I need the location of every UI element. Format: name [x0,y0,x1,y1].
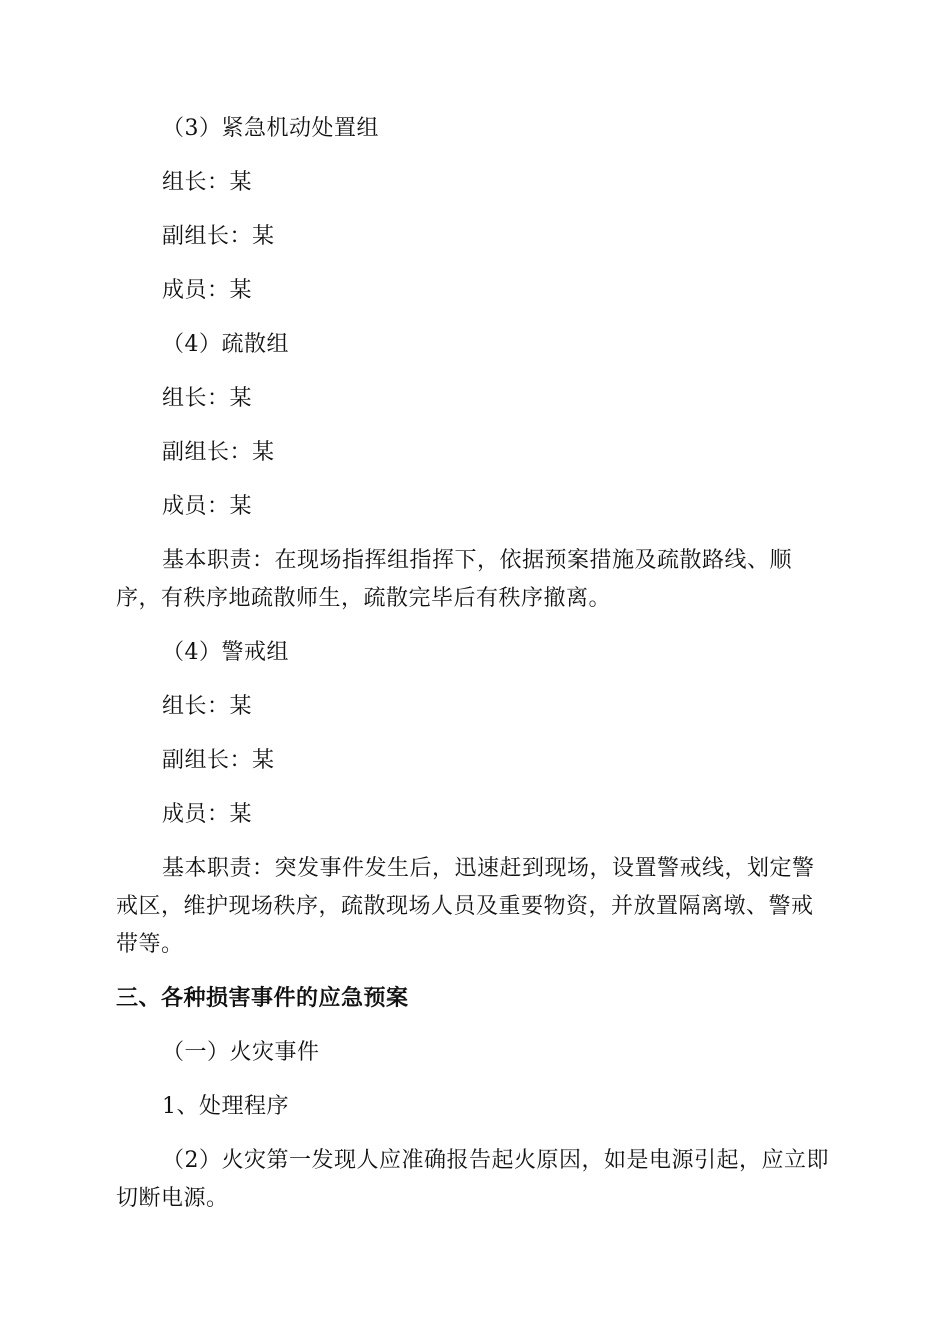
paragraph: 基本职责：突发事件发生后，迅速赶到现场，设置警戒线，划定警戒区，维护现场秩序，疏散现场人员及重要物资，并放置隔离墩、警戒带等。 [116,856,815,957]
section-heading: 三、各种损害事件的应急预案 [116,986,409,1011]
paragraph: 组长：某 [162,694,253,719]
paragraph: 副组长：某 [162,224,275,249]
paragraph: （2）火灾第一发现人应准确报告起火原因，如是电源引起，应立即切断电源。 [116,1148,829,1211]
document-body [116,110,834,1234]
paragraph: 成员：某 [162,802,253,827]
section-subheading: （一）火灾事件 [162,1040,320,1065]
paragraph: 基本职责：在现场指挥组指挥下，依据预案措施及疏散路线、顺序，有秩序地疏散师生，疏散完毕后有秩序撤离。 [116,548,793,611]
paragraph: 成员：某 [162,494,253,519]
section-subheading: （4）警戒组 [162,640,289,665]
paragraph: 副组长：某 [162,440,275,465]
section-subheading: （4）疏散组 [162,332,289,357]
paragraph: 组长：某 [162,386,253,411]
paragraph: 组长：某 [162,170,253,195]
paragraph: 副组长：某 [162,748,275,773]
section-subheading: （3）紧急机动处置组 [162,116,379,141]
paragraph: 成员：某 [162,278,253,303]
paragraph: 1、处理程序 [162,1094,289,1119]
